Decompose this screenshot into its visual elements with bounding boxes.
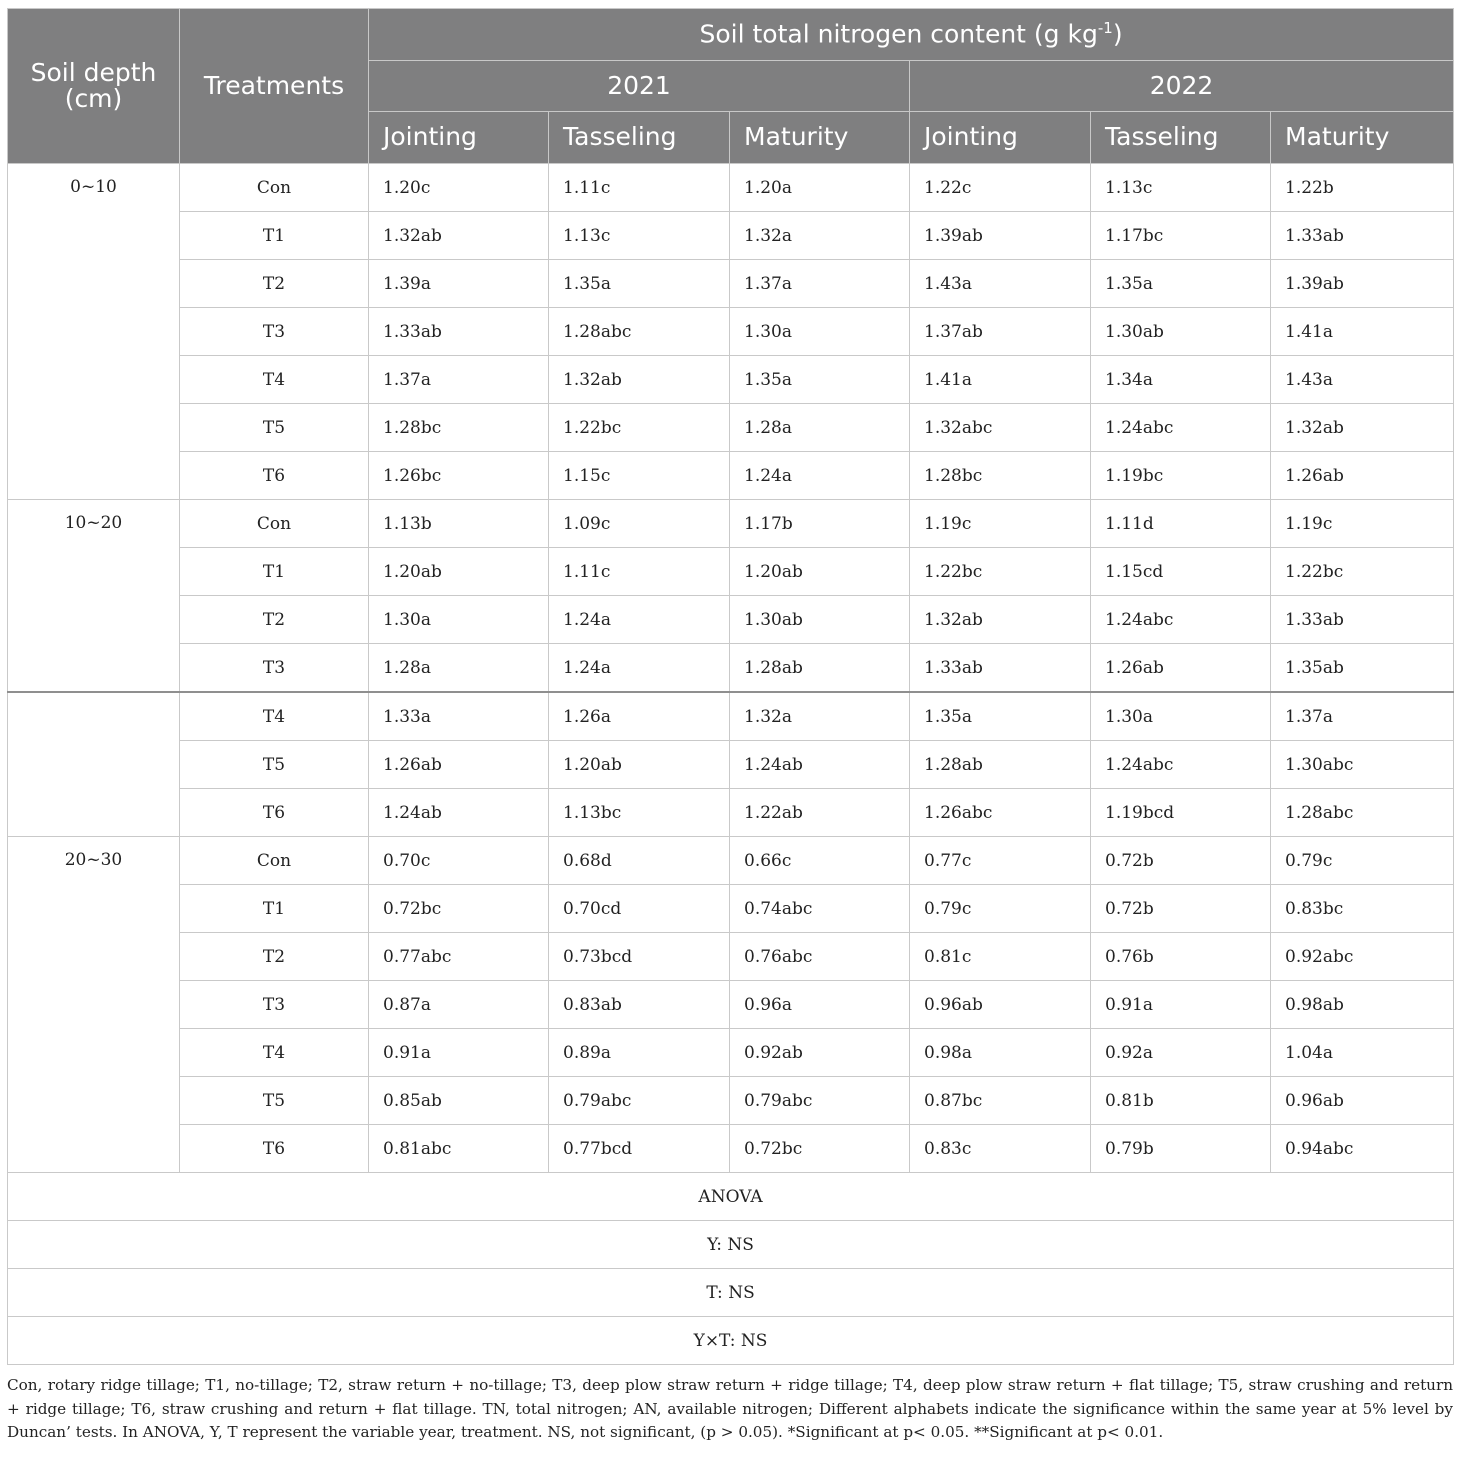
treatment-cell: T6	[180, 452, 369, 500]
value-cell: 0.83bc	[1271, 885, 1454, 933]
value-cell: 1.24abc	[1091, 404, 1271, 452]
value-cell: 0.77abc	[369, 933, 549, 981]
header-group-label: Soil total nitrogen content (g kg	[699, 19, 1098, 49]
treatment-cell: T3	[180, 644, 369, 693]
value-cell: 0.96ab	[1271, 1077, 1454, 1125]
value-cell: 0.70c	[369, 837, 549, 885]
treatment-cell: T5	[180, 404, 369, 452]
value-cell: 1.26ab	[1091, 644, 1271, 693]
value-cell: 0.98ab	[1271, 981, 1454, 1029]
treatment-cell: T5	[180, 741, 369, 789]
table-row	[8, 1029, 1454, 1077]
treatment-cell: T2	[180, 596, 369, 644]
value-cell: 1.24a	[549, 644, 730, 693]
value-cell: 1.35a	[910, 692, 1091, 741]
table-footnote: Con, rotary ridge tillage; T1, no-tillage; T2, straw return + no-tillage; T3, deep plow straw return + ridge tillage; T4, deep plow straw return + flat tillage; T5, straw crushing and return + ridge tillage; T6, straw crushing and return + flat tillage. TN, total nitrogen; AN, available nitrogen; Different alphabets indicate the significance within the same year at 5% level by Duncan’ tests. In ANOVA, Y, T represent the variable year, treatment. NS, not significant, (p > 0.05). *Significant at p< 0.05. **Significant at p< 0.01.	[7, 1376, 1453, 1442]
table-row	[8, 789, 1454, 837]
value-cell: 0.66c	[730, 837, 910, 885]
treatment-cell: T1	[180, 212, 369, 260]
treatment-cell: T1	[180, 885, 369, 933]
value-cell: 1.37a	[1271, 692, 1454, 741]
value-cell: 1.04a	[1271, 1029, 1454, 1077]
table-row	[8, 692, 1454, 741]
value-cell: 1.22c	[910, 164, 1091, 212]
value-cell: 0.70cd	[549, 885, 730, 933]
value-cell: 1.28ab	[730, 644, 910, 693]
value-cell: 0.81c	[910, 933, 1091, 981]
treatment-cell: T4	[180, 356, 369, 404]
value-cell: 1.32ab	[1271, 404, 1454, 452]
table-row	[8, 596, 1454, 644]
value-cell: 1.24ab	[369, 789, 549, 837]
treatment-cell: Con	[180, 164, 369, 212]
value-cell: 1.41a	[910, 356, 1091, 404]
value-cell: 1.32ab	[369, 212, 549, 260]
table-row	[8, 885, 1454, 933]
table-container	[7, 8, 1453, 1445]
anova-row: T: NS	[8, 1269, 1454, 1317]
value-cell: 0.94abc	[1271, 1125, 1454, 1173]
table-row	[8, 356, 1454, 404]
value-cell: 0.76b	[1091, 933, 1271, 981]
value-cell: 1.30a	[730, 308, 910, 356]
value-cell: 0.68d	[549, 837, 730, 885]
value-cell: 0.73bcd	[549, 933, 730, 981]
soil-nitrogen-table	[7, 8, 1454, 1365]
value-cell: 1.11d	[1091, 500, 1271, 548]
value-cell: 0.92abc	[1271, 933, 1454, 981]
value-cell: 1.19c	[1271, 500, 1454, 548]
value-cell: 1.13bc	[549, 789, 730, 837]
value-cell: 1.32a	[730, 212, 910, 260]
value-cell: 1.28a	[730, 404, 910, 452]
treatment-cell: Con	[180, 837, 369, 885]
value-cell: 1.39a	[369, 260, 549, 308]
value-cell: 0.79c	[1271, 837, 1454, 885]
value-cell: 1.20c	[369, 164, 549, 212]
value-cell: 0.85ab	[369, 1077, 549, 1125]
value-cell: 1.30a	[369, 596, 549, 644]
depth-cell	[8, 692, 180, 837]
value-cell: 0.77c	[910, 837, 1091, 885]
table-row	[8, 1125, 1454, 1173]
value-cell: 1.24a	[730, 452, 910, 500]
anova-title: ANOVA	[8, 1173, 1454, 1221]
table-row	[8, 308, 1454, 356]
header-stage: Jointing	[910, 112, 1091, 164]
value-cell: 1.32a	[730, 692, 910, 741]
value-cell: 1.11c	[549, 548, 730, 596]
value-cell: 1.32abc	[910, 404, 1091, 452]
value-cell: 1.26ab	[1271, 452, 1454, 500]
value-cell: 1.20ab	[730, 548, 910, 596]
header-treatments	[180, 9, 369, 164]
treatment-cell: T4	[180, 1029, 369, 1077]
header-year-2021: 2021	[369, 61, 910, 112]
depth-cell: 0~10	[8, 164, 180, 500]
header-group-unit-sup: -1	[1097, 19, 1113, 38]
treatment-cell: T6	[180, 789, 369, 837]
header-stage: Tasseling	[549, 112, 730, 164]
table-row	[8, 933, 1454, 981]
value-cell: 1.35ab	[1271, 644, 1454, 693]
value-cell: 0.72bc	[730, 1125, 910, 1173]
value-cell: 1.37a	[730, 260, 910, 308]
value-cell: 1.28abc	[549, 308, 730, 356]
value-cell: 1.24abc	[1091, 596, 1271, 644]
value-cell: 1.15c	[549, 452, 730, 500]
header-stage: Maturity	[730, 112, 910, 164]
anova-section	[8, 1173, 1454, 1365]
value-cell: 0.89a	[549, 1029, 730, 1077]
value-cell: 1.13c	[549, 212, 730, 260]
value-cell: 0.92a	[1091, 1029, 1271, 1077]
value-cell: 0.79b	[1091, 1125, 1271, 1173]
value-cell: 1.37a	[369, 356, 549, 404]
table-row	[8, 260, 1454, 308]
treatment-cell: T4	[180, 692, 369, 741]
treatment-cell: T1	[180, 548, 369, 596]
value-cell: 1.43a	[910, 260, 1091, 308]
value-cell: 1.19bcd	[1091, 789, 1271, 837]
value-cell: 1.32ab	[910, 596, 1091, 644]
value-cell: 0.87a	[369, 981, 549, 1029]
header-treatments-label: Treatments	[203, 70, 345, 100]
value-cell: 1.33ab	[1271, 212, 1454, 260]
value-cell: 1.09c	[549, 500, 730, 548]
value-cell: 1.24ab	[730, 741, 910, 789]
header-stage: Maturity	[1271, 112, 1454, 164]
table-row	[8, 644, 1454, 693]
value-cell: 1.30ab	[1091, 308, 1271, 356]
value-cell: 1.22ab	[730, 789, 910, 837]
table-row	[8, 212, 1454, 260]
value-cell: 0.72b	[1091, 837, 1271, 885]
treatment-cell: T5	[180, 1077, 369, 1125]
value-cell: 0.76abc	[730, 933, 910, 981]
value-cell: 0.83ab	[549, 981, 730, 1029]
value-cell: 0.91a	[369, 1029, 549, 1077]
header-stage: Jointing	[369, 112, 549, 164]
value-cell: 1.30ab	[730, 596, 910, 644]
value-cell: 1.30abc	[1271, 741, 1454, 789]
value-cell: 0.77bcd	[549, 1125, 730, 1173]
value-cell: 0.79c	[910, 885, 1091, 933]
value-cell: 1.24abc	[1091, 741, 1271, 789]
value-cell: 0.79abc	[730, 1077, 910, 1125]
table-row	[8, 404, 1454, 452]
value-cell: 0.96a	[730, 981, 910, 1029]
header-soil-depth	[8, 9, 180, 164]
value-cell: 1.35a	[549, 260, 730, 308]
value-cell: 1.17bc	[1091, 212, 1271, 260]
table-row	[8, 452, 1454, 500]
value-cell: 1.34a	[1091, 356, 1271, 404]
value-cell: 1.17b	[730, 500, 910, 548]
value-cell: 1.35a	[730, 356, 910, 404]
value-cell: 1.30a	[1091, 692, 1271, 741]
value-cell: 1.19bc	[1091, 452, 1271, 500]
value-cell: 1.24a	[549, 596, 730, 644]
treatment-cell: T6	[180, 1125, 369, 1173]
value-cell: 0.72bc	[369, 885, 549, 933]
value-cell: 1.13c	[1091, 164, 1271, 212]
value-cell: 1.22b	[1271, 164, 1454, 212]
value-cell: 0.72b	[1091, 885, 1271, 933]
value-cell: 1.33ab	[369, 308, 549, 356]
treatment-cell: T2	[180, 260, 369, 308]
treatment-cell: T3	[180, 981, 369, 1029]
value-cell: 0.81b	[1091, 1077, 1271, 1125]
value-cell: 1.22bc	[910, 548, 1091, 596]
value-cell: 0.74abc	[730, 885, 910, 933]
anova-row: Y×T: NS	[8, 1317, 1454, 1365]
value-cell: 1.20a	[730, 164, 910, 212]
value-cell: 1.41a	[1271, 308, 1454, 356]
value-cell: 1.28ab	[910, 741, 1091, 789]
value-cell: 1.39ab	[1271, 260, 1454, 308]
value-cell: 1.28bc	[369, 404, 549, 452]
table-row	[8, 741, 1454, 789]
depth-cell: 10~20	[8, 500, 180, 693]
anova-row: Y: NS	[8, 1221, 1454, 1269]
value-cell: 1.35a	[1091, 260, 1271, 308]
value-cell: 0.87bc	[910, 1077, 1091, 1125]
value-cell: 1.33ab	[1271, 596, 1454, 644]
value-cell: 0.92ab	[730, 1029, 910, 1077]
treatment-cell: Con	[180, 500, 369, 548]
table-header	[8, 9, 1454, 164]
value-cell: 0.79abc	[549, 1077, 730, 1125]
table-row	[8, 500, 1454, 548]
value-cell: 1.32ab	[549, 356, 730, 404]
header-soil-depth-label: Soil depth (cm)	[30, 57, 157, 113]
header-group	[369, 9, 1454, 61]
value-cell: 1.39ab	[910, 212, 1091, 260]
header-stage: Tasseling	[1091, 112, 1271, 164]
value-cell: 1.26ab	[369, 741, 549, 789]
header-group-label-end: )	[1112, 19, 1123, 49]
treatment-cell: T2	[180, 933, 369, 981]
depth-cell: 20~30	[8, 837, 180, 1173]
value-cell: 1.26bc	[369, 452, 549, 500]
value-cell: 1.22bc	[1271, 548, 1454, 596]
header-year-2022: 2022	[910, 61, 1454, 112]
value-cell: 1.43a	[1271, 356, 1454, 404]
table-body	[8, 164, 1454, 1173]
table-row	[8, 837, 1454, 885]
table-row	[8, 981, 1454, 1029]
value-cell: 0.91a	[1091, 981, 1271, 1029]
table-row	[8, 164, 1454, 212]
table-row	[8, 548, 1454, 596]
table-row	[8, 1077, 1454, 1125]
value-cell: 1.11c	[549, 164, 730, 212]
value-cell: 1.33ab	[910, 644, 1091, 693]
value-cell: 1.28abc	[1271, 789, 1454, 837]
value-cell: 1.26a	[549, 692, 730, 741]
value-cell: 0.96ab	[910, 981, 1091, 1029]
treatment-cell: T3	[180, 308, 369, 356]
value-cell: 1.22bc	[549, 404, 730, 452]
value-cell: 1.37ab	[910, 308, 1091, 356]
value-cell: 1.15cd	[1091, 548, 1271, 596]
value-cell: 1.13b	[369, 500, 549, 548]
value-cell: 1.28bc	[910, 452, 1091, 500]
value-cell: 0.83c	[910, 1125, 1091, 1173]
value-cell: 1.26abc	[910, 789, 1091, 837]
value-cell: 1.20ab	[549, 741, 730, 789]
value-cell: 1.33a	[369, 692, 549, 741]
value-cell: 1.19c	[910, 500, 1091, 548]
value-cell: 0.81abc	[369, 1125, 549, 1173]
value-cell: 1.28a	[369, 644, 549, 693]
value-cell: 1.20ab	[369, 548, 549, 596]
value-cell: 0.98a	[910, 1029, 1091, 1077]
